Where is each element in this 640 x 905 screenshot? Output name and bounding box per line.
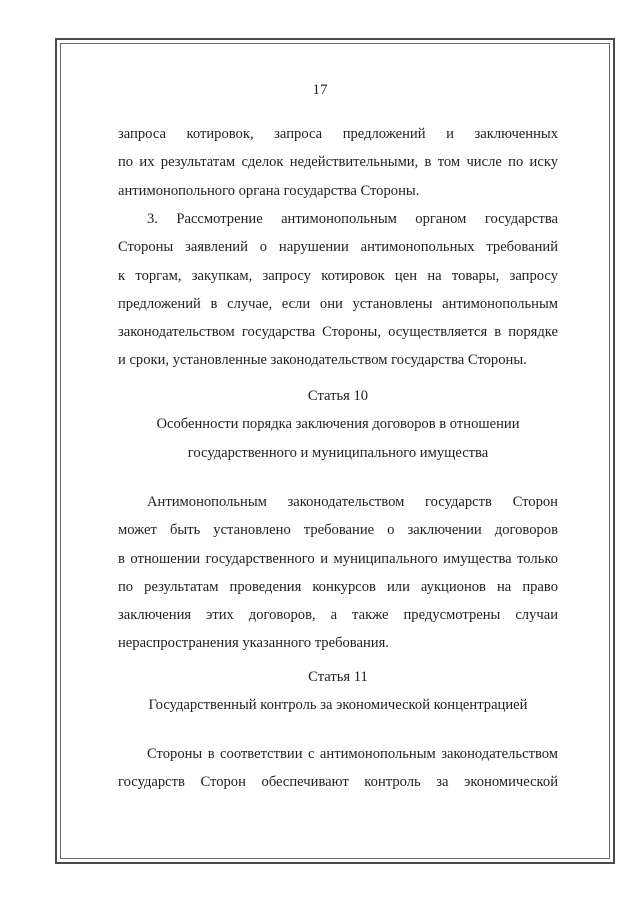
article-11-heading — [118, 663, 558, 720]
text-line: и сроки, установленные законодательством государства Стороны. — [118, 352, 527, 369]
text-line: предложений в случае, если они установлены антимонопольным — [118, 295, 558, 312]
article-11-body — [118, 740, 558, 797]
article-number: Статья 11 — [308, 669, 368, 685]
text-line: законодательством государства Стороны, осуществляется в порядке — [118, 324, 558, 341]
page-number: 17 — [312, 82, 328, 98]
paragraph-item-3 — [118, 205, 558, 375]
text-line: по результатам проведения конкурсов или аукционов на право — [118, 578, 558, 595]
article-title-line: Государственный контроль за экономической концентрацией — [148, 697, 528, 714]
text-line: 3. Рассмотрение антимонопольным органом государства — [147, 211, 558, 227]
text-line: Стороны заявлений о нарушении антимонопольных требований — [118, 239, 558, 256]
text-line: государств Сторон обеспечивают контроль за экономической — [118, 774, 558, 791]
text-line: нераспространения указанного требования. — [118, 635, 389, 652]
text-line: запроса котировок, запроса предложений и заключенных — [118, 126, 558, 142]
text-line: антимонопольного органа государства Стороны. — [118, 182, 420, 199]
article-title-line: государственного и муниципального имущества — [187, 444, 489, 461]
text-line: Антимонопольным законодательством государств Сторон — [147, 494, 558, 510]
article-number: Статья 10 — [307, 388, 369, 404]
text-line: в отношении государственного и муниципального имущества только — [118, 550, 558, 567]
text-line: может быть установлено требование о заключении договоров — [118, 522, 558, 539]
article-10-heading — [118, 382, 558, 467]
article-10-body — [118, 488, 558, 658]
article-title-line: Особенности порядка заключения договоров в отношении — [156, 416, 520, 433]
paragraph-continuation — [118, 120, 558, 205]
text-line: к торгам, закупкам, запросу котировок цен на товары, запросу — [118, 267, 558, 284]
text-line: Стороны в соответствии с антимонопольным законодательством — [147, 746, 558, 762]
text-line: заключения этих договоров, а также предусмотрены случаи — [118, 607, 558, 624]
text-line: по их результатам сделок недействительными, в том числе по иску — [118, 154, 558, 171]
